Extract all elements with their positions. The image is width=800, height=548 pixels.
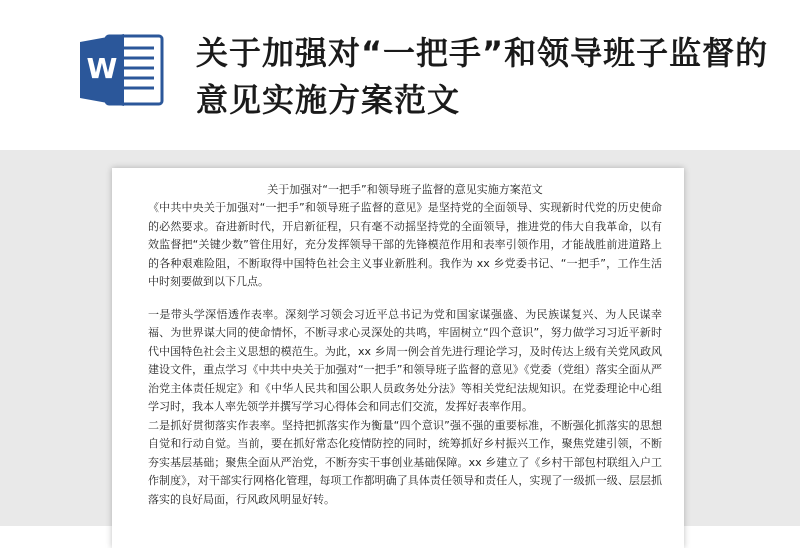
paragraph-gap xyxy=(148,292,662,306)
page-title: 关于加强对“一把手”和领导班子监督的意见实施方案范文 xyxy=(196,34,769,119)
document-page xyxy=(112,168,684,548)
paragraph-point-2: 二是抓好贯彻落实作表率。坚持把抓落实作为衡量“四个意识”强不强的重要标准，不断强化抓落实的思想自觉和行动自觉。当前，要在抓好常态化疫情防控的同时，统筹抓好乡村振兴工作，聚焦党建引领，不断夯实基层基础；聚焦全面从严治党，不断夯实干事创业基础保障。xx 乡建立了《乡村干部包村联组入户工作制度》，对干部实行网格化管理，每项工作都明确了具体责任领导和责任人，实现了一级抓一级、层层抓落实的良好局面，行风政风明显好转。 xyxy=(148,418,662,506)
header xyxy=(0,0,800,150)
paragraph-point-1: 一是带头学深悟透作表率。深刻学习领会习近平总书记为党和国家谋强盛、为民族谋复兴、为人民谋幸福、为世界谋大同的使命情怀，不断寻求心灵深处的共鸣，牢固树立“四个意识”，努力做学习习近平新时代中国特色社会主义思想的模范生。为此，xx 乡周一例会首先进行理论学习，及时传达上级有关党风政风建设文件，重点学习《中共中央关于加强对“一把手”和领导班子监督的意见》《党委（党组）落实全面从严治党主体责任规定》和《中华人民共和国公职人员政务处分法》等相关党纪法规知识。在党委理论中心组学习时，我本人率先领学并撰写学习心得体会和同志们交流，发挥好表率作用。 xyxy=(148,307,662,413)
paragraph-intro: 《中共中央关于加强对“一把手”和领导班子监督的意见》是坚持党的全面领导、实现新时代党的历史使命的必然要求。奋进新时代，开启新征程，只有毫不动摇坚持党的全面领导，推进党的伟大自我革命，以有效监督把“关键少数”管住用好，充分发挥领导干部的先锋模范作用和表率引领作用，才能战胜前进道路上的各种艰难险阻，不断取得中国特色社会主义事业新胜利。我作为 xx 乡党委书记、“一把手”，工作生活中时刻要做到以下几点。 xyxy=(148,201,662,288)
document-title: 关于加强对“一把手”和领导班子监督的意见实施方案范文 xyxy=(267,183,543,196)
word-document-icon xyxy=(76,32,166,108)
svg-text:W: W xyxy=(86,52,118,85)
